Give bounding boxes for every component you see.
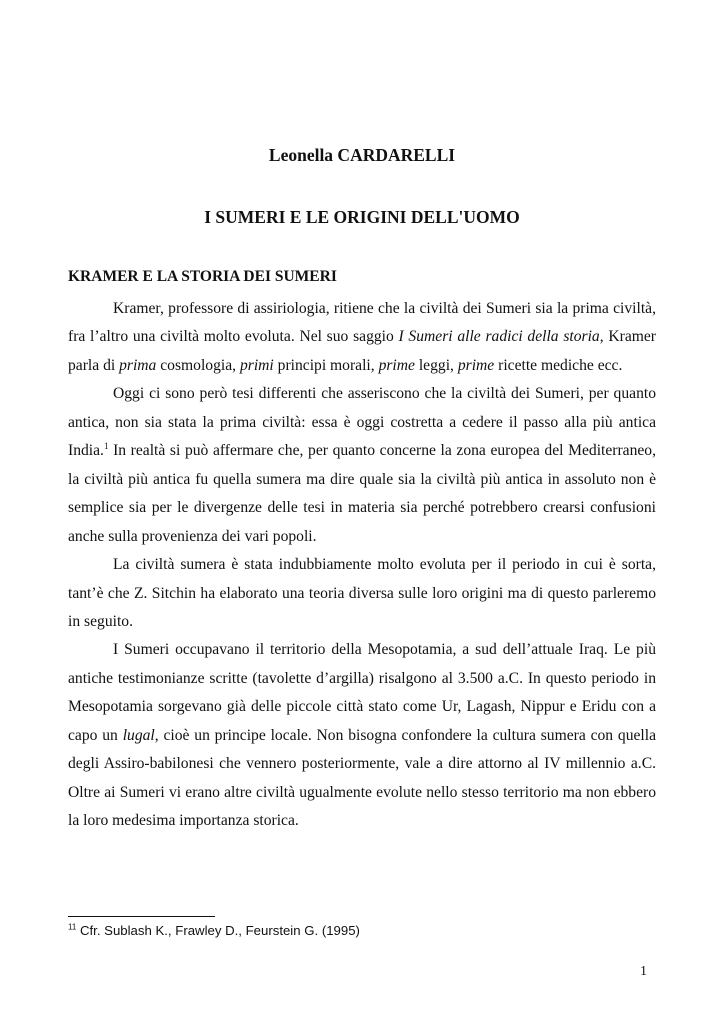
paragraph-1-text-a: Kramer, professore di assiriologia, ritiene che la civiltà dei Sumeri sia la prima civiltà, fra l’altro una civiltà molto evoluta. Nel suo saggio — [68, 300, 656, 346]
paragraph-2-text-a: Oggi ci sono però tesi differenti che asseriscono che la civiltà dei Sumeri, per quanto antica, non sia stata la prima civiltà: essa è oggi costretta a cedere il passo alla più antica India. — [68, 385, 656, 460]
book-title: I Sumeri alle radici della storia — [398, 328, 600, 346]
body-text — [68, 295, 656, 836]
paragraph-3: La civiltà sumera è stata indubbiamente molto evoluta per il periodo in cui è sorta, tant’è che Z. Sitchin ha elaborato una teoria diversa sulle loro origini ma di questo parleremo in seguito. — [68, 556, 656, 630]
footnote-separator — [68, 916, 215, 917]
paragraph-4 — [68, 636, 656, 835]
paragraph-1-text-c: cosmologia, — [156, 356, 240, 374]
page-number: 1 — [640, 964, 647, 979]
footnote-reference[interactable]: 1 — [103, 441, 109, 452]
paragraph-1-text-d: principi morali, — [273, 356, 379, 374]
italic-prima: prima — [119, 356, 157, 374]
paragraph-1 — [68, 295, 656, 380]
paragraph-2 — [68, 380, 656, 551]
italic-prime-2: prime — [457, 356, 495, 374]
footnote-marker: 11 — [68, 922, 77, 932]
author-name: Leonella CARDARELLI — [268, 145, 456, 165]
document-title: I SUMERI E LE ORIGINI DELL'UOMO — [204, 207, 520, 227]
paragraph-4-text-b: , cioè un principe locale. Non bisogna confondere la cultura sumera con quella degli Assiro-babilonesi che vennero posteriormente, vale a dire attorno al IV millennio a.C. Oltre ai Sumeri vi erano altre civiltà ugualmente evolute nello stesso territorio ma non ebbero la loro medesima importanza storica. — [68, 726, 657, 830]
footnote-text: Cfr. Sublash K., Frawley D., Feurstein G. (1995) — [76, 923, 360, 938]
footnote — [68, 923, 360, 938]
paragraph-4-text-a: I Sumeri occupavano il territorio della Mesopotamia, a sud dell’attuale Iraq. Le più antiche testimonianze scritte (tavolette d’argilla) risalgono al 3.500 a.C. In questo periodo in Mesopotamia sorgevano già delle piccole città stato come Ur, Lagash, Nippur e Eridu con a capo un — [68, 641, 656, 744]
section-heading: KRAMER E LA STORIA DEI SUMERI — [68, 268, 337, 285]
italic-primi: primi — [239, 356, 274, 374]
paragraph-1-text-f: ricette mediche ecc. — [494, 356, 623, 374]
paragraph-2-text-b: In realtà si può affermare che, per quanto concerne la zona europea del Mediterraneo, la civiltà più antica fu quella sumera ma dire quale sia la civiltà più antica in assoluto non è semplice sia per le divergenze delle tesi in materia sia perché potrebbero crearsi confusioni anche sulla provenienza dei vari popoli. — [68, 442, 656, 545]
paragraph-1-text-e: leggi, — [414, 356, 458, 374]
italic-lugal: lugal — [122, 726, 155, 744]
paragraph-1-text-b: , Kramer parla di — [68, 328, 656, 374]
italic-prime-1: prime — [378, 356, 415, 374]
